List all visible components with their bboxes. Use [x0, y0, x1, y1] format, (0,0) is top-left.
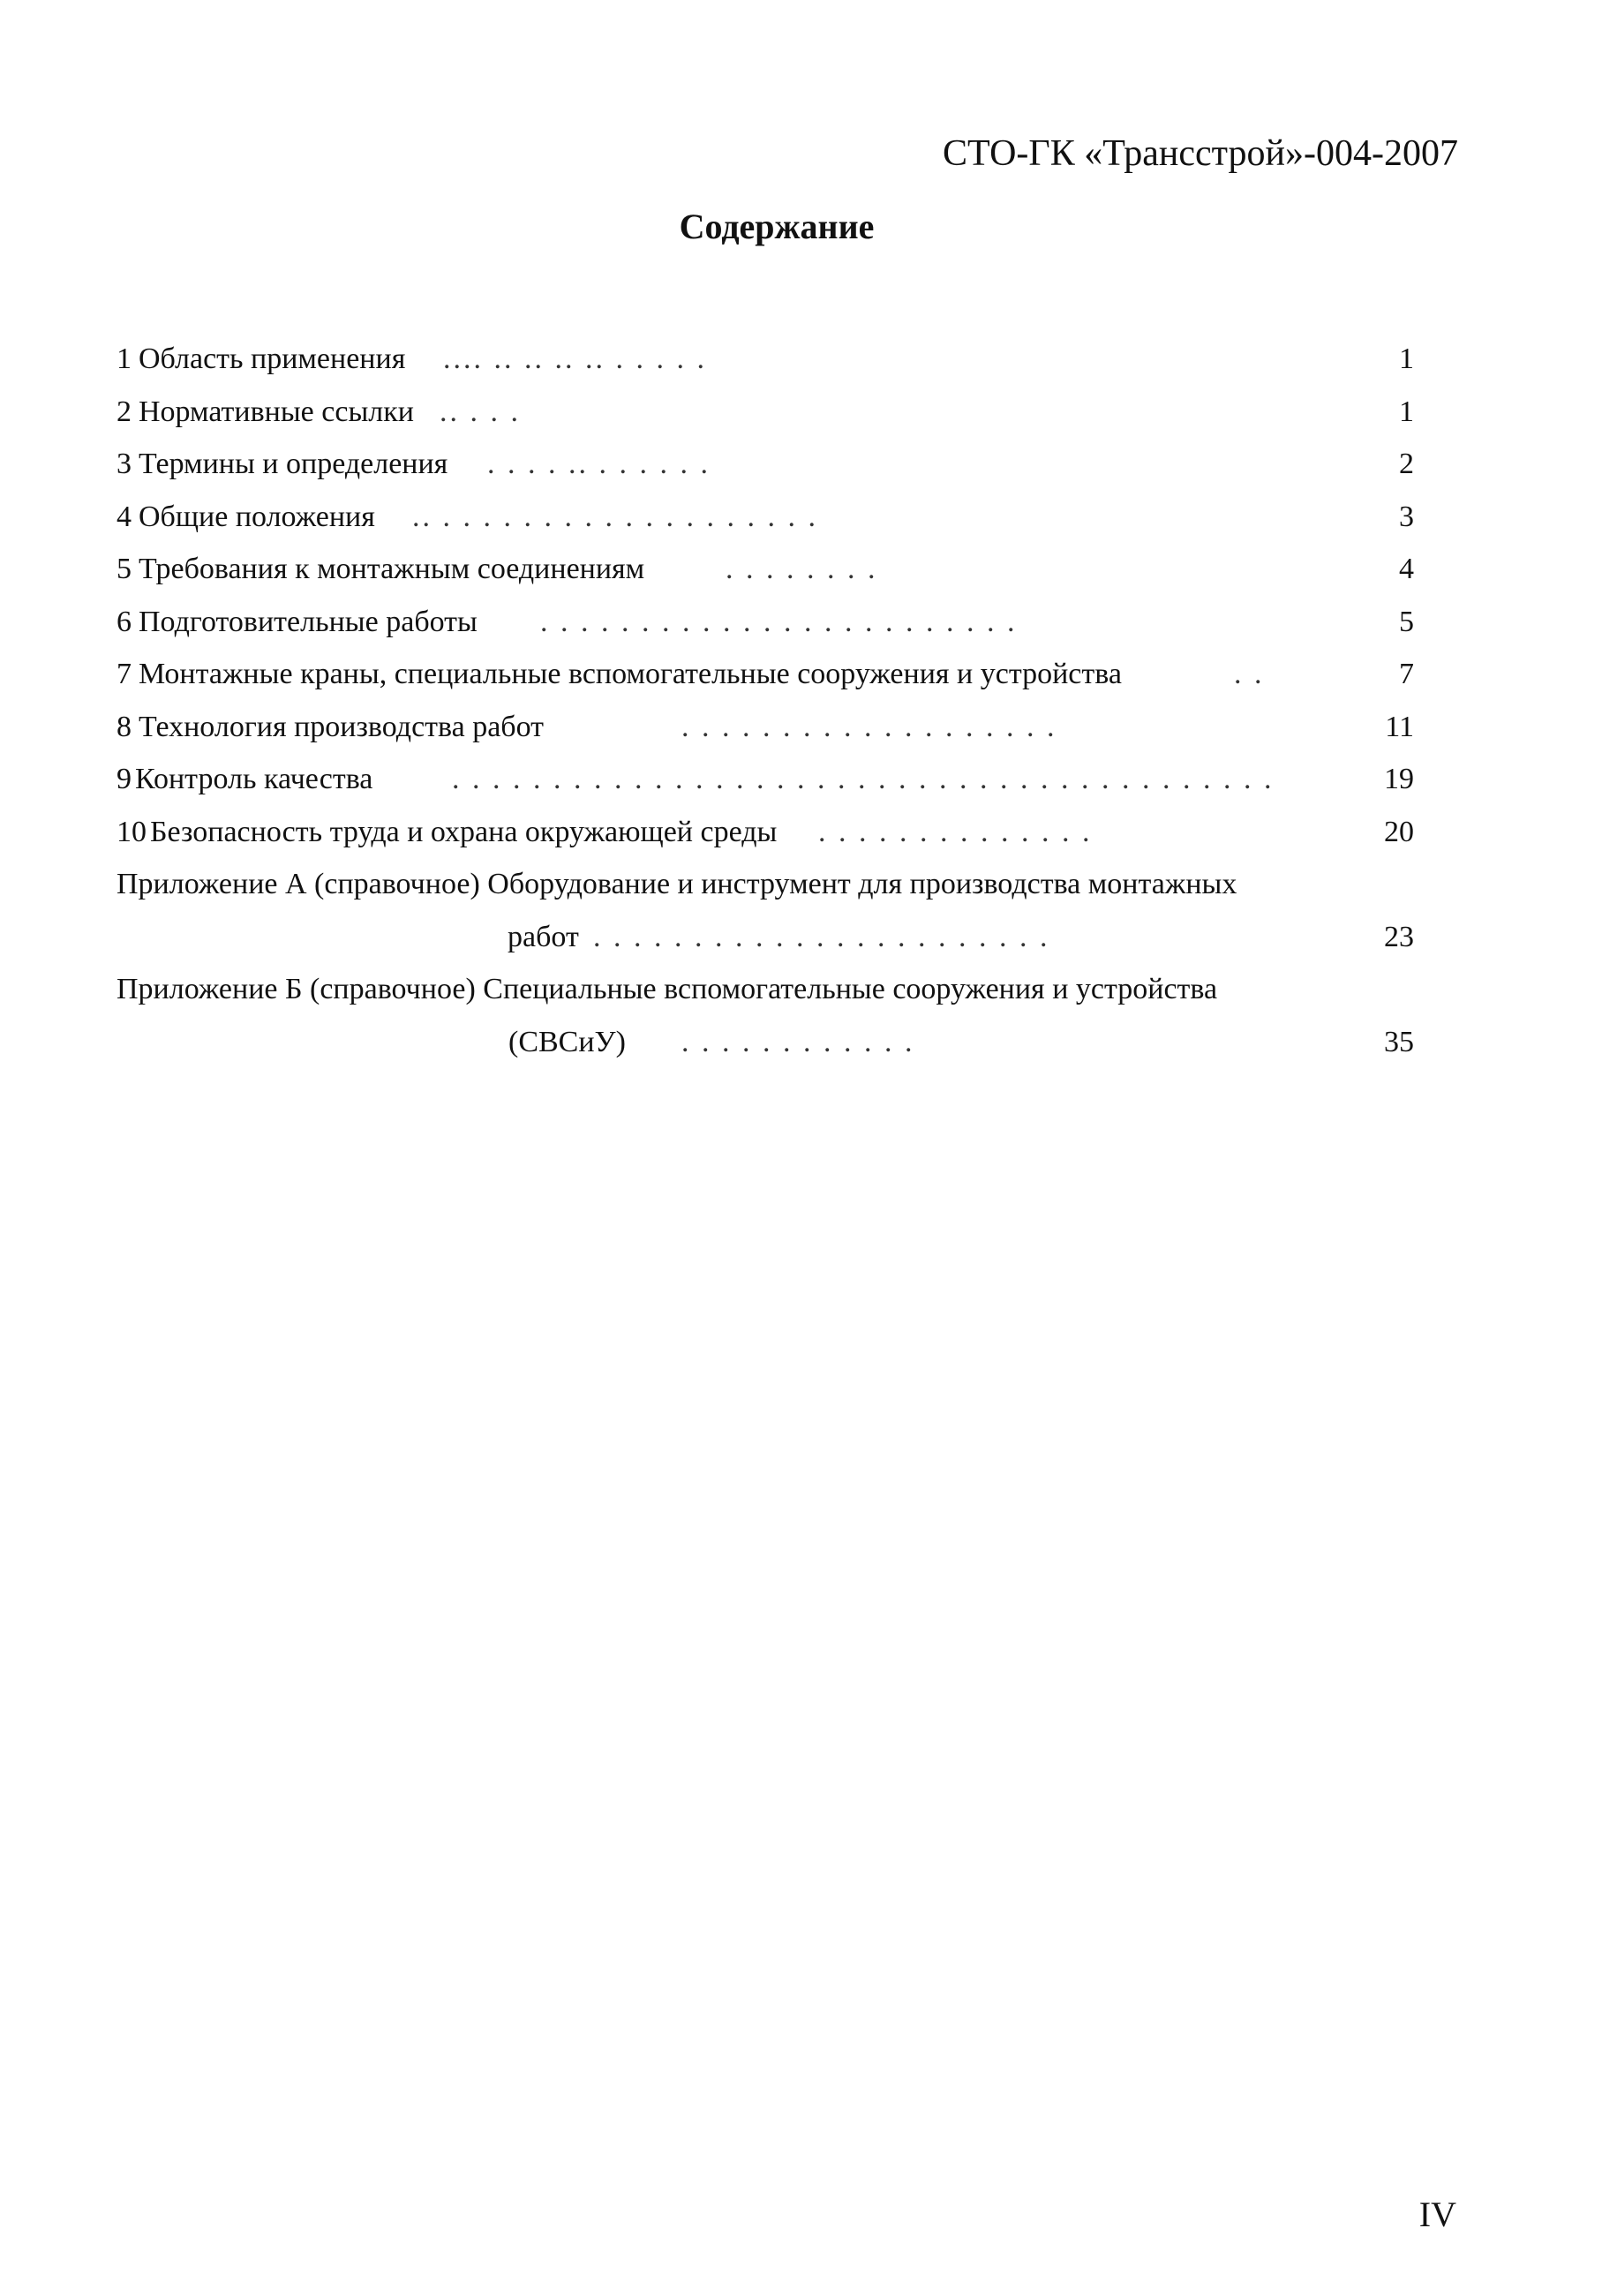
entry-title: Нормативные ссылки	[139, 395, 414, 428]
toc-entry	[117, 335, 1414, 388]
entry-number: 4	[117, 500, 132, 533]
entry-title: Контроль качества	[135, 763, 373, 795]
appendix-title: Приложение А (справочное) Оборудование и инструмент для производства монтажных	[117, 868, 1237, 900]
entry-title: Общие положения	[139, 500, 375, 533]
appendix-page: 23	[1384, 920, 1414, 953]
entry-number: 6	[117, 605, 132, 638]
dot-leader: . . . . . . . . . . . . . . . . . . . . . . .	[593, 920, 1050, 953]
entry-number: 10	[117, 815, 147, 848]
appendix-entry	[117, 861, 1414, 914]
toc-entry	[117, 546, 1414, 598]
toc-entry	[117, 493, 1414, 546]
dot-leader: . .	[1234, 658, 1265, 690]
toc-entry	[117, 651, 1414, 704]
entry-page: 20	[1384, 815, 1414, 848]
entry-page: 1	[1399, 395, 1414, 428]
dot-leader: . . . . . . . . . . . . . . . . . . .	[681, 710, 1057, 743]
dot-leader: .... .. .. .. .. . . . . .	[443, 343, 707, 375]
entry-title: Безопасность труда и охрана окружающей среды	[150, 815, 778, 848]
entry-title: Монтажные краны, специальные вспомогательные сооружения и устройства	[139, 658, 1122, 690]
dot-leader: . . . . . . . .	[726, 553, 878, 585]
entry-title: Область применения	[139, 343, 406, 375]
appendix-entry	[117, 966, 1414, 1019]
entry-number: 1	[117, 343, 132, 375]
entry-title: Технология производства работ	[139, 710, 545, 743]
toc-entry	[117, 704, 1414, 757]
entry-title: Подготовительные работы	[139, 605, 478, 638]
entry-page: 2	[1399, 448, 1414, 480]
appendix-title: Приложение Б (справочное) Специальные вспомогательные сооружения и устройства	[117, 973, 1218, 1005]
dot-leader: . . . . . . . . . . . . . .	[818, 815, 1093, 848]
dot-leader: . . . . . . . . . . . . . . . . . . . . . . . . . . . . . . . . . . . . . . . . .	[452, 763, 1275, 795]
entry-page: 5	[1399, 605, 1414, 638]
entry-title: Термины и определения	[139, 448, 448, 480]
toc-title: Содержание	[679, 207, 875, 246]
appendix-cont-label: работ	[508, 920, 579, 953]
entry-page: 7	[1399, 658, 1414, 690]
entry-page: 3	[1399, 500, 1414, 533]
appendix-continuation	[117, 1019, 1414, 1072]
toc-entry	[117, 756, 1414, 809]
entry-page: 4	[1399, 553, 1414, 585]
page-number: IV	[1418, 2194, 1456, 2234]
dot-leader: . . . . . . . . . . . .	[681, 1025, 915, 1058]
entry-number: 5	[117, 553, 132, 585]
toc-list	[117, 335, 1414, 1071]
dot-leader: .. . . .	[440, 395, 521, 428]
appendix-continuation	[117, 914, 1414, 967]
toc-entry	[117, 388, 1414, 441]
entry-title: Требования к монтажным соединениям	[139, 553, 645, 585]
entry-page: 11	[1385, 710, 1414, 743]
toc-entry	[117, 440, 1414, 493]
entry-number: 7	[117, 658, 132, 690]
dot-leader: . . . . . . . . . . . . . . . . . . . . . . . .	[540, 605, 1018, 638]
entry-page: 1	[1399, 343, 1414, 375]
appendix-cont-label: (СВСиУ)	[508, 1025, 626, 1058]
appendix-page: 35	[1384, 1025, 1414, 1058]
toc-entry	[117, 598, 1414, 651]
dot-leader: . . . . .. . . . . . .	[487, 448, 711, 480]
entry-number: 8	[117, 710, 132, 743]
entry-number: 3	[117, 448, 132, 480]
entry-page: 19	[1384, 763, 1414, 795]
toc-entry	[117, 809, 1414, 862]
dot-leader: .. . . . . . . . . . . . . . . . . . . .	[412, 500, 818, 533]
entry-number: 2	[117, 395, 132, 428]
doc-code: СТО-ГК «Трансстрой»-004-2007	[942, 133, 1458, 174]
entry-number: 9	[117, 763, 132, 795]
